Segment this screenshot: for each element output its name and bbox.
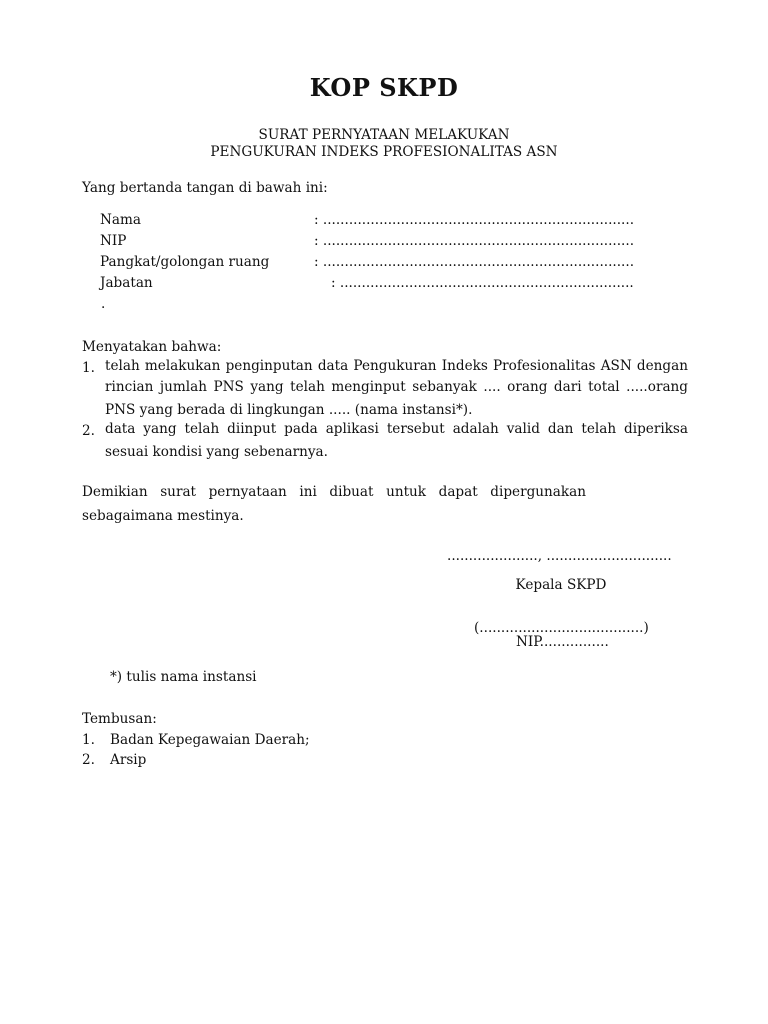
field-label-nip: NIP: [100, 233, 127, 249]
cc-item-2-text: Arsip: [110, 752, 147, 768]
cc-item-1-number: 1.: [82, 732, 95, 748]
stray-dot: .: [101, 296, 106, 312]
field-value-nip: : ........................................................................: [314, 233, 635, 249]
place-date: ....................., .............................: [447, 548, 672, 564]
field-value-pangkat: : ........................................................................: [314, 254, 635, 270]
heading-line-2: PENGUKURAN INDEKS PROFESIONALITAS ASN: [210, 144, 558, 160]
item-1-number: 1.: [82, 360, 95, 376]
item-2-number: 2.: [82, 423, 95, 439]
footnote: *) tulis nama instansi: [110, 669, 257, 685]
field-value-jabatan: : ....................................................................: [331, 275, 634, 291]
statement-intro: Menyatakan bahwa:: [82, 339, 222, 355]
field-label-jabatan: Jabatan: [100, 275, 153, 291]
signer-title: Kepala SKPD: [515, 577, 607, 593]
cc-item-1-text: Badan Kepegawaian Daerah;: [110, 732, 310, 748]
signer-name: (......................................): [474, 620, 649, 636]
item-2-line-2: sesuai kondisi yang sebenarnya.: [105, 444, 328, 460]
field-value-nama: : ........................................................................: [314, 212, 635, 228]
item-1-line-3: PNS yang berada di lingkungan ..... (nama instansi*).: [105, 402, 473, 418]
cc-heading: Tembusan:: [82, 711, 157, 727]
item-1-line-1: telah melakukan penginputan data Pengukuran Indeks Profesionalitas ASN dengan: [105, 358, 688, 374]
signer-nip: NIP................: [516, 634, 609, 650]
closing-line-1: Demikian surat pernyataan ini dibuat untuk dapat dipergunakan: [82, 484, 586, 500]
heading-line-1: SURAT PERNYATAAN MELAKUKAN: [258, 127, 510, 143]
cc-item-2-number: 2.: [82, 752, 95, 768]
letterhead: KOP SKPD: [309, 73, 459, 102]
intro-text: Yang bertanda tangan di bawah ini:: [82, 180, 328, 196]
item-2-line-1: data yang telah diinput pada aplikasi tersebut adalah valid dan telah diperiksa: [105, 421, 688, 437]
field-label-nama: Nama: [100, 212, 141, 228]
field-label-pangkat: Pangkat/golongan ruang: [100, 254, 270, 270]
item-1-line-2: rincian jumlah PNS yang telah menginput sebanyak .... orang dari total .....orang: [105, 379, 688, 395]
closing-line-2: sebagaimana mestinya.: [82, 508, 244, 524]
